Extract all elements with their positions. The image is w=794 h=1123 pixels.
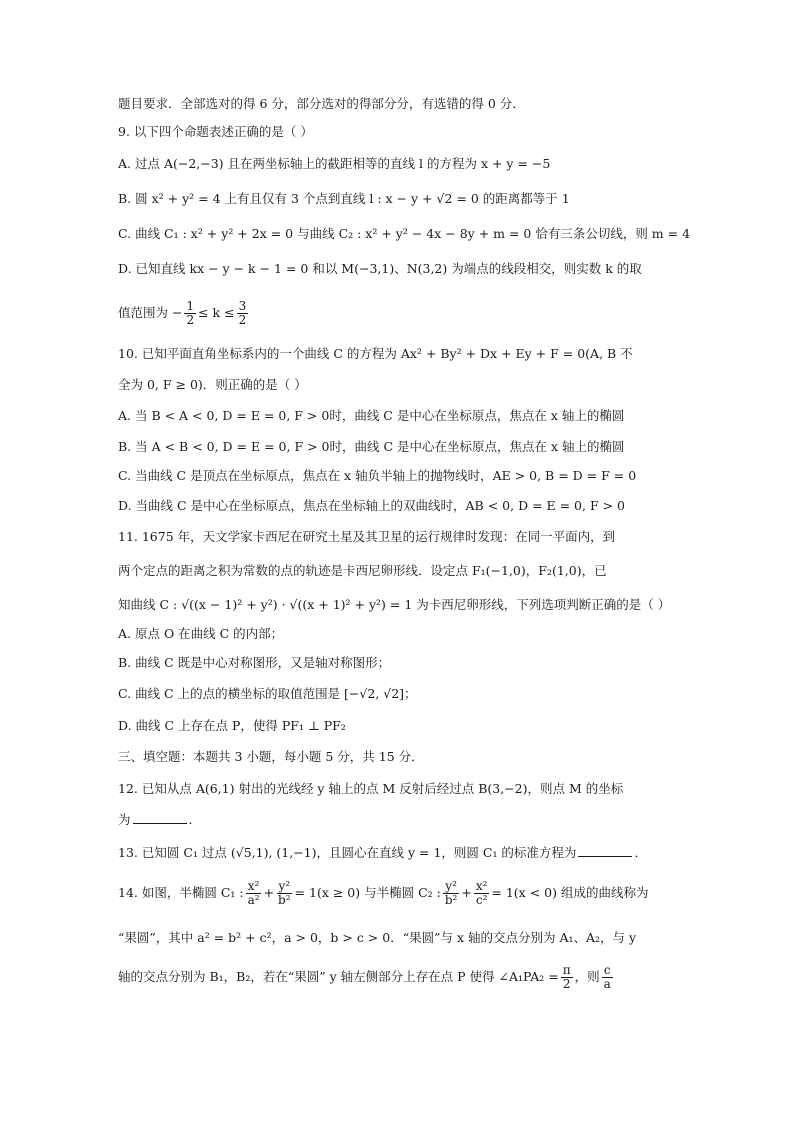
fraction-numerator: x²: [247, 879, 260, 893]
q9-d-middle: ≤ k ≤: [198, 305, 235, 320]
q14-middle: = 1(x ≥ 0) 与半椭圆 C₂ :: [294, 885, 441, 900]
fraction-denominator: c²: [475, 893, 488, 907]
q9-d-prefix: 值范围为 −: [118, 305, 183, 320]
fraction: [184, 300, 196, 327]
q11-option-b: B. 曲线 C 既是中心对称图形，又是轴对称图形；: [118, 655, 391, 670]
q10-option-c: C. 当曲线 C 是顶点在坐标原点，焦点在 x 轴负半轴上的抛物线时，AE > 0, B = D = F = 0: [118, 468, 637, 483]
q14-line1: [118, 873, 678, 913]
answer-blank: [133, 811, 187, 824]
q11-stem-line3: 知曲线 C : √((x − 1)² + y²) · √((x + 1)² + y²) = 1 为卡西尼卵形线，下列选项判断正确的是（ ）: [118, 597, 671, 612]
q14-suffix: = 1(x < 0) 组成的曲线称为: [491, 885, 649, 900]
fraction: [474, 880, 490, 907]
fraction: [561, 964, 573, 991]
fraction-denominator: b²: [278, 893, 291, 907]
fraction-numerator: 1: [186, 299, 195, 313]
fraction-denominator: b²: [444, 893, 458, 907]
q13-text: 13. 已知圆 C₁ 过点 (√5,1), (1,−1)，且圆心在直线 y = 1，则圆 C₁ 的标准方程为: [118, 845, 577, 860]
fraction-numerator: y²: [445, 879, 457, 893]
q9-stem: 9. 以下四个命题表述正确的是（ ）: [118, 124, 313, 139]
plus-sign: +: [263, 885, 275, 900]
q9-option-d-line1: D. 已知直线 kx − y − k − 1 = 0 和以 M(−3,1)、N(3,2) 为端点的线段相交，则实数 k 的取: [118, 261, 642, 276]
q11-option-a: A. 原点 O 在曲线 C 的内部；: [118, 626, 284, 641]
q12-line2: [118, 811, 678, 829]
q14-line2: “果圆”，其中 a² = b² + c²，a > 0，b > c > 0．“果圆”与 x 轴的交点分别为 A₁、A₂，与 y: [118, 930, 637, 945]
q14-line3: [118, 957, 678, 997]
q14-line3-after: ，则: [574, 969, 600, 984]
fraction-denominator: 2: [562, 977, 571, 991]
section-3-heading: 三、填空题：本题共 3 小题，每小题 5 分，共 15 分．: [118, 749, 424, 764]
fraction-denominator: 2: [186, 313, 195, 327]
q11-option-d: D. 曲线 C 上存在点 P，使得 PF₁ ⊥ PF₂: [118, 718, 346, 733]
answer-blank: [578, 844, 632, 857]
fraction-numerator: 3: [238, 299, 247, 313]
q9-option-a: A. 过点 A(−2,−3) 且在两坐标轴上的截距相等的直线 l 的方程为 x + y = −5: [118, 156, 551, 171]
q11-stem-line1: 11. 1675 年，天文学家卡西尼在研究土星及其卫星的运行规律时发现：在同一平面内，到: [118, 529, 616, 544]
q10-option-b: B. 当 A < B < 0, D = E = 0, F > 0时，曲线 C 是中心在坐标原点，焦点在 x 轴上的椭圆: [118, 439, 625, 454]
q9-option-b: B. 圆 x² + y² = 4 上有且仅有 3 个点到直线 l : x − y + √2 = 0 的距离都等于 1: [118, 191, 570, 206]
q12-line1: 12. 已知从点 A(6,1) 射出的光线经 y 轴上的点 M 反射后经过点 B(3,−2)，则点 M 的坐标: [118, 781, 624, 796]
intro-text: 题目要求．全部选对的得 6 分，部分选对的得部分分，有选错的得 0 分．: [118, 96, 525, 111]
plus-sign: +: [461, 885, 472, 900]
q10-stem-line1: 10. 已知平面直角坐标系内的一个曲线 C 的方程为 Ax² + By² + Dx + Ey + F = 0(A, B 不: [118, 346, 633, 361]
q12-prefix: 为: [118, 812, 131, 827]
fraction: [276, 880, 293, 907]
fraction: [237, 300, 249, 327]
fraction-numerator: x²: [475, 879, 488, 893]
q13-end: ．: [634, 845, 647, 860]
q11-option-c: C. 曲线 C 上的点的横坐标的取值范围是 [−√2, √2]；: [118, 686, 417, 701]
fraction-numerator: c: [603, 963, 611, 977]
fraction-numerator: y²: [278, 879, 291, 893]
fraction-denominator: a²: [247, 893, 260, 907]
q12-period: ．: [188, 812, 202, 827]
q10-option-d: D. 当曲线 C 是中心在坐标原点，焦点在坐标轴上的双曲线时，AB < 0, D = E = 0, F > 0: [118, 498, 626, 513]
fraction: [246, 880, 262, 907]
fraction: [443, 880, 460, 907]
fraction-denominator: 2: [238, 313, 247, 327]
q13-line1: [118, 844, 678, 862]
q10-option-a: A. 当 B < A < 0, D = E = 0, F > 0时，曲线 C 是中心在坐标原点，焦点在 x 轴上的椭圆: [118, 408, 625, 423]
q14-line3-text: 轴的交点分别为 B₁，B₂，若在“果圆” y 轴左侧部分上存在点 P 使得 ∠A₁PA₂ =: [118, 969, 559, 984]
fraction-numerator: π: [562, 963, 571, 977]
q9-option-d-line2: [118, 293, 678, 333]
fraction-denominator: a: [603, 977, 611, 991]
q14-prefix: 14. 如图，半椭圆 C₁ :: [118, 885, 244, 900]
q10-stem-line2: 全为 0, F ≥ 0)．则正确的是（ ）: [118, 377, 307, 392]
q11-stem-line2: 两个定点的距离之积为常数的点的轨迹是卡西尼卵形线．设定点 F₁(−1,0)，F₂(1,0)，已: [118, 563, 607, 578]
q9-option-c: C. 曲线 C₁ : x² + y² + 2x = 0 与曲线 C₂ : x² + y² − 4x − 8y + m = 0 恰有三条公切线，则 m = 4: [118, 226, 691, 241]
fraction: [602, 964, 613, 991]
